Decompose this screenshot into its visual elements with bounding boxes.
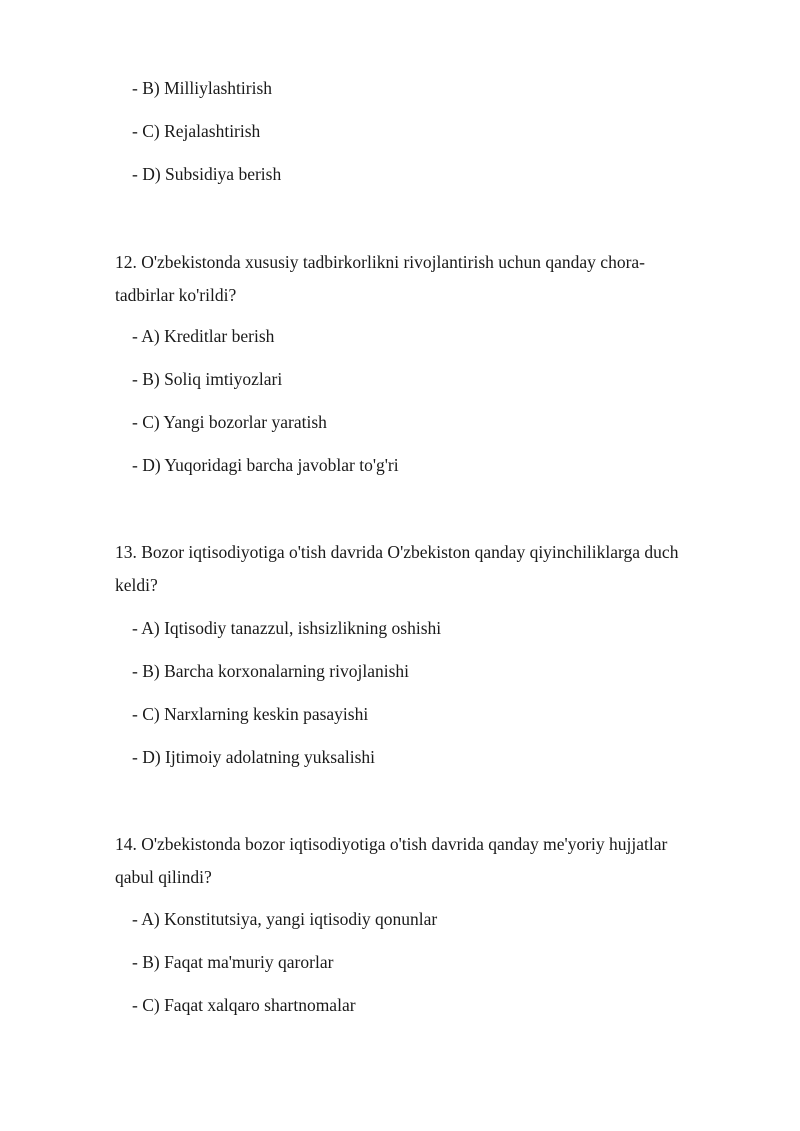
- question-13-text-cont: keldi?: [115, 575, 158, 595]
- question-13-text: 13. Bozor iqtisodiyotiga o'tish davrida O'zbekiston qanday qiyinchiliklarga duch: [115, 542, 679, 562]
- question-14-text-cont: qabul qilindi?: [115, 867, 212, 887]
- option-a: - A) Kreditlar berish: [132, 326, 275, 346]
- option-c: - C) Yangi bozorlar yaratish: [132, 412, 327, 432]
- option-b: - B) Faqat ma'muriy qarorlar: [132, 952, 334, 972]
- option-b: - B) Milliylashtirish: [132, 78, 272, 98]
- option-d: - D) Ijtimoiy adolatning yuksalishi: [132, 747, 376, 767]
- option-a: - A) Iqtisodiy tanazzul, ishsizlikning oshishi: [132, 618, 442, 638]
- option-c: - C) Narxlarning keskin pasayishi: [132, 704, 369, 724]
- option-c: - C) Rejalashtirish: [132, 121, 261, 141]
- option-b: - B) Barcha korxonalarning rivojlanishi: [132, 661, 410, 681]
- question-14-text: 14. O'zbekistonda bozor iqtisodiyotiga o'tish davrida qanday me'yoriy hujjatlar: [115, 834, 668, 854]
- option-b: - B) Soliq imtiyozlari: [132, 369, 283, 389]
- question-12-text-cont: tadbirlar ko'rildi?: [115, 285, 237, 305]
- question-12-text: 12. O'zbekistonda xususiy tadbirkorlikni rivojlantirish uchun qanday chora-: [115, 252, 645, 272]
- option-a: - A) Konstitutsiya, yangi iqtisodiy qonunlar: [132, 909, 438, 929]
- option-d: - D) Yuqoridagi barcha javoblar to'g'ri: [132, 455, 399, 475]
- option-c: - C) Faqat xalqaro shartnomalar: [132, 995, 356, 1015]
- option-d: - D) Subsidiya berish: [132, 164, 282, 184]
